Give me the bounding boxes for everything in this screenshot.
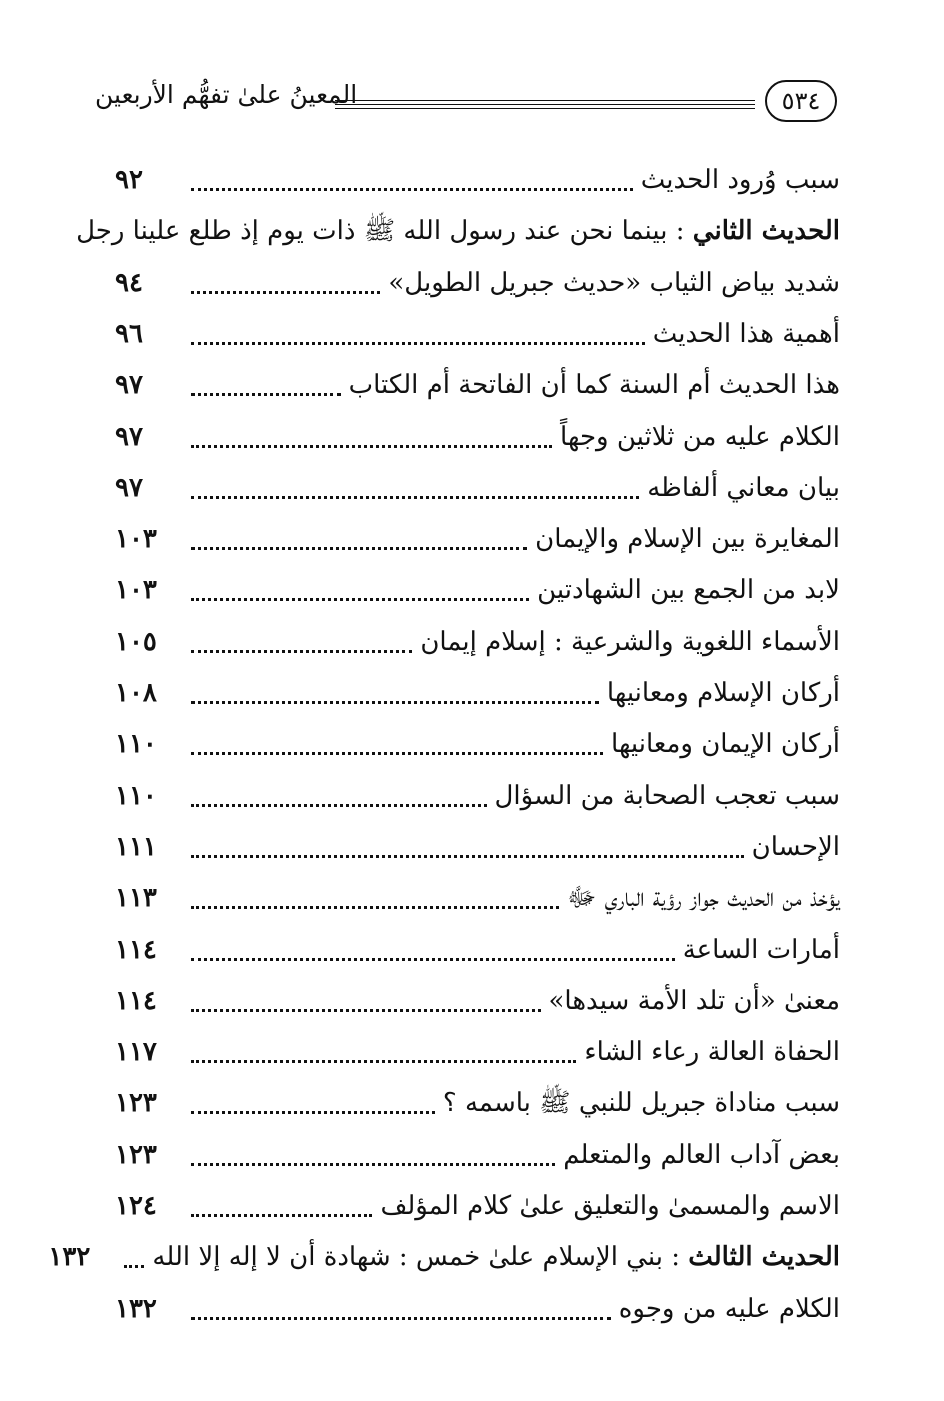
toc-page-number: ١١٧ bbox=[115, 1037, 157, 1068]
toc-entry-text: أمارات الساعة bbox=[682, 934, 840, 965]
toc-page-number: ١٢٣ bbox=[115, 1139, 157, 1170]
toc-entry-title bbox=[549, 981, 841, 1021]
toc-entry-title bbox=[443, 1083, 840, 1123]
toc-entry-title bbox=[349, 365, 840, 405]
toc-entry-title bbox=[584, 1032, 840, 1072]
toc-entry-text: : بينما نحن عند رسول الله ﷺ ذات يوم إذ طلع علينا رجل bbox=[76, 216, 693, 247]
dot-leader bbox=[191, 1009, 541, 1012]
toc-entry-text: شديد بياض الثياب «حديث جبريل الطويل» bbox=[388, 267, 840, 298]
dot-leader bbox=[191, 1111, 435, 1114]
toc-entry bbox=[115, 160, 840, 200]
toc-entry-title bbox=[647, 468, 840, 508]
toc-entry bbox=[115, 468, 840, 508]
toc-entry-title bbox=[653, 314, 840, 354]
dot-leader bbox=[191, 1163, 555, 1166]
dot-leader bbox=[191, 393, 341, 396]
toc-entry-title bbox=[607, 673, 840, 713]
dot-leader bbox=[191, 547, 527, 550]
toc-page-number: ٩٦ bbox=[115, 318, 143, 349]
toc-entry bbox=[115, 570, 840, 610]
toc-page-number: ٩٤ bbox=[115, 267, 143, 298]
toc-entry-text: أركان الإيمان ومعانيها bbox=[611, 729, 840, 760]
page-header bbox=[95, 76, 840, 130]
dot-leader bbox=[191, 1060, 576, 1063]
toc-entry bbox=[115, 878, 840, 918]
dot-leader bbox=[191, 598, 529, 601]
toc-entry-text: الكلام عليه من وجوه bbox=[618, 1293, 840, 1324]
toc-page-number: ١٣٢ bbox=[115, 1293, 157, 1324]
toc-page-number: ٩٧ bbox=[115, 370, 143, 401]
toc-page-number: ١٠٣ bbox=[115, 575, 157, 606]
toc-entry bbox=[115, 365, 840, 405]
toc-entry bbox=[115, 827, 840, 867]
toc-page-number: ٩٧ bbox=[115, 421, 143, 452]
toc-entry bbox=[115, 1289, 840, 1329]
toc-page-number: ١١٠ bbox=[115, 780, 157, 811]
toc-entry-text: بعض آداب العالم والمتعلم bbox=[563, 1139, 840, 1170]
toc-entry-text: سبب تعجب الصحابة من السؤال bbox=[494, 780, 840, 811]
toc-page-number: ١١١ bbox=[115, 831, 157, 862]
toc-entry-title bbox=[152, 1237, 840, 1277]
toc-page-number: ١٠٣ bbox=[115, 524, 157, 555]
toc-entry-text: الحفاة العالة رعاء الشاء bbox=[584, 1037, 840, 1068]
dot-leader bbox=[191, 188, 633, 191]
toc-entry bbox=[115, 1186, 840, 1226]
dot-leader bbox=[191, 1317, 611, 1320]
toc-entry-title bbox=[641, 160, 840, 200]
toc-entry bbox=[115, 776, 840, 816]
toc-entry-text: بيان معاني ألفاظه bbox=[647, 472, 840, 503]
toc-page-number: ١١٠ bbox=[115, 729, 157, 760]
dot-leader bbox=[191, 1214, 372, 1217]
toc-entry bbox=[115, 1135, 840, 1175]
running-title: المعينُ علىٰ تفهُّم الأربعين bbox=[95, 80, 358, 109]
toc-entry-text: سبب مناداة جبريل للنبي ﷺ باسمه ؟ bbox=[442, 1088, 840, 1119]
toc-entry-title bbox=[683, 930, 840, 970]
toc-entry-text: يؤخذ من الحديث جواز رؤية الباري ﷻ bbox=[566, 883, 840, 914]
toc-page-number: ١٢٣ bbox=[115, 1088, 157, 1119]
dot-leader bbox=[191, 291, 380, 294]
toc-entry-text: الكلام عليه من ثلاثين وجهاً bbox=[560, 421, 840, 452]
toc-entry-text: معنىٰ «أن تلد الأمة سيدها» bbox=[548, 985, 840, 1016]
toc-entry bbox=[115, 724, 840, 764]
toc-page-number: ٩٧ bbox=[115, 472, 143, 503]
toc-entry-title bbox=[560, 417, 840, 457]
toc-entry bbox=[115, 263, 840, 303]
toc-entry bbox=[115, 1083, 840, 1123]
toc-page-number: ١٢٤ bbox=[115, 1191, 157, 1221]
toc-entry-title bbox=[380, 1186, 840, 1226]
toc-entry-title bbox=[563, 1135, 840, 1175]
toc-entry-title bbox=[567, 878, 840, 918]
toc-entry-title bbox=[611, 724, 840, 764]
toc-entry-title bbox=[619, 1289, 840, 1329]
toc-entry-title bbox=[535, 519, 840, 559]
toc-entry bbox=[115, 673, 840, 713]
toc-entry bbox=[115, 519, 840, 559]
toc-page-number: ١١٣ bbox=[115, 883, 157, 914]
toc-page-number: ١١٤ bbox=[115, 985, 157, 1016]
dot-leader bbox=[191, 342, 645, 345]
page-number-badge bbox=[765, 80, 837, 122]
dot-leader bbox=[191, 958, 675, 961]
dot-leader bbox=[191, 445, 552, 448]
toc-page-number: ١٠٥ bbox=[115, 626, 157, 657]
dot-leader bbox=[191, 701, 599, 704]
toc-entry-text: : بني الإسلام علىٰ خمس : شهادة أن لا إله إلا الله bbox=[152, 1242, 689, 1273]
hadith-heading: الحديث الثالث bbox=[688, 1242, 840, 1273]
toc-entry-text: المغايرة بين الإسلام والإيمان bbox=[535, 524, 840, 555]
toc-entry bbox=[115, 622, 840, 662]
dot-leader bbox=[191, 855, 744, 858]
toc-entry-text: الأسماء اللغوية والشرعية : إسلام إيمان bbox=[420, 626, 840, 657]
page-number: ٥٣٤ bbox=[781, 87, 821, 115]
toc-entry-title bbox=[388, 263, 840, 303]
toc-entry-text: الإحسان bbox=[751, 831, 840, 862]
toc-entry-title bbox=[495, 776, 841, 816]
dot-leader bbox=[191, 650, 412, 653]
dot-leader bbox=[191, 496, 639, 499]
toc-page-number: ٩٢ bbox=[115, 165, 143, 195]
toc-entry-text: هذا الحديث أم السنة كما أن الفاتحة أم الكتاب bbox=[348, 370, 840, 401]
toc-entry-text: لابد من الجمع بين الشهادتين bbox=[537, 575, 840, 606]
toc-entry bbox=[48, 1237, 840, 1277]
dot-leader bbox=[124, 1265, 144, 1268]
toc-page-number: ١٠٨ bbox=[115, 678, 157, 708]
header-rule bbox=[335, 100, 755, 110]
toc-entry bbox=[115, 981, 840, 1021]
toc-entry bbox=[76, 211, 840, 251]
hadith-heading: الحديث الثاني bbox=[692, 216, 840, 247]
toc-entry-text: الاسم والمسمىٰ والتعليق علىٰ كلام المؤلف bbox=[380, 1191, 840, 1221]
dot-leader bbox=[191, 752, 603, 755]
toc-entry bbox=[115, 417, 840, 457]
toc-entry-text: سبب وُرود الحديث bbox=[640, 165, 840, 195]
toc-entry bbox=[115, 1032, 840, 1072]
toc-entry-title bbox=[76, 211, 840, 251]
toc-entry-text: أهمية هذا الحديث bbox=[652, 318, 840, 349]
toc-entry-text: أركان الإسلام ومعانيها bbox=[606, 678, 840, 708]
toc-entry-title bbox=[420, 622, 840, 662]
toc-entry-title bbox=[537, 570, 840, 610]
dot-leader bbox=[191, 906, 559, 909]
toc-entry bbox=[115, 314, 840, 354]
toc-page-number: ١٣٢ bbox=[48, 1242, 91, 1273]
toc-page-number: ١١٤ bbox=[115, 934, 157, 965]
dot-leader bbox=[191, 804, 487, 807]
toc-entry bbox=[115, 930, 840, 970]
toc-entry-title bbox=[752, 827, 840, 867]
